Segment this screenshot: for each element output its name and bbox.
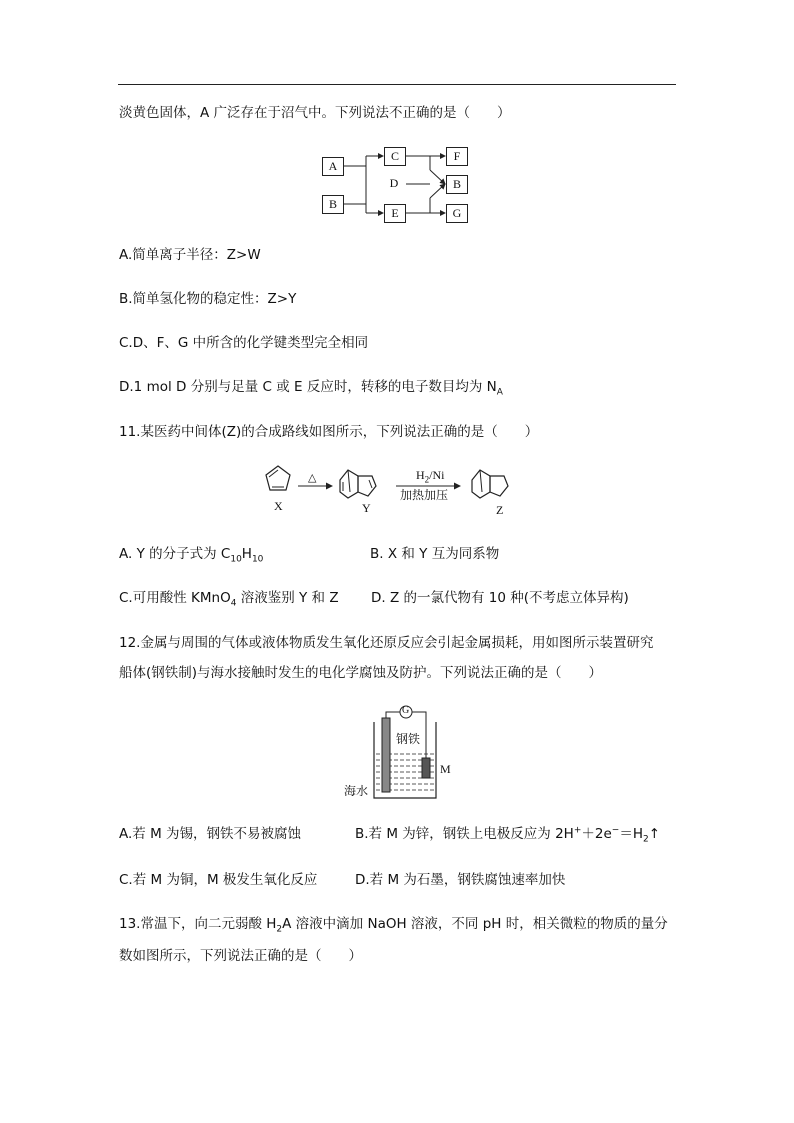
flow-box-b2: B <box>446 175 468 194</box>
q12-stem-line2: 船体(钢铁制)与海水接触时发生的电化学腐蚀及防护。下列说法正确的是（ ） <box>119 665 603 681</box>
q12-option-b: B.若 M 为锌，钢铁上电极反应为 $2H^++2e^-=H_2↑$ <box>355 825 661 845</box>
q11-reaction-scheme <box>258 458 538 518</box>
flow-box-d: D <box>384 175 404 192</box>
label-z: Z <box>496 503 504 517</box>
q10-option-a: A.简单离子半径：Z>W <box>119 247 261 263</box>
q10-flow-diagram <box>318 140 478 230</box>
q11-option-c: C.可用酸性 KMnO$_4$ 溶液鉴别 Y 和 Z <box>119 590 339 609</box>
label-condition: 加热加压 <box>400 488 449 502</box>
label-y: Y <box>362 501 371 515</box>
q12-option-c: C.若 M 为铜，M 极发生氧化反应 <box>119 872 318 888</box>
q13-stem-line2: 数如图所示，下列说法正确的是（ ） <box>119 948 362 964</box>
q10-option-d: D.1 mol D 分别与足量 C 或 E 反应时，转移的电子数目均为 $N_A$ <box>119 379 503 398</box>
flow-box-e: E <box>384 204 406 223</box>
label-seawater: 海水 <box>344 784 369 798</box>
q11-option-b: B. X 和 Y 互为同系物 <box>370 546 500 562</box>
label-heat: △ <box>308 471 317 484</box>
q11-stem: 11.某医药中间体(Z)的合成路线如图所示，下列说法正确的是（ ） <box>119 424 539 440</box>
flow-box-f: F <box>446 147 468 166</box>
q10-option-b: B.简单氢化物的稳定性：Z>Y <box>119 291 297 307</box>
q10-stem: 淡黄色固体，A 广泛存在于沼气中。下列说法不正确的是（ ） <box>119 105 511 121</box>
q12-option-a: A.若 M 为锡，钢铁不易被腐蚀 <box>119 826 302 842</box>
label-x: X <box>274 499 283 513</box>
label-catalyst: $H_2/Ni$ <box>416 468 445 485</box>
q12-stem-line1: 12.金属与周围的气体或液体物质发生氧化还原反应会引起金属损耗，用如图所示装置研究 <box>119 635 654 651</box>
q10-option-c: C.D、F、G 中所含的化学键类型完全相同 <box>119 335 369 351</box>
flow-box-a: A <box>322 157 344 176</box>
flow-box-b: B <box>322 195 344 214</box>
q12-corrosion-apparatus <box>338 700 458 805</box>
q11-option-d: D. Z 的一氯代物有 10 种(不考虑立体异构) <box>371 590 629 606</box>
label-m: M <box>440 762 451 776</box>
flow-box-c: C <box>384 147 406 166</box>
q13-stem-line1: 13.常温下，向二元弱酸 $H_2A$ 溶液中滴加 NaOH 溶液，不同 pH 时，相关微粒的物质的量分 <box>119 916 668 935</box>
flow-box-g: G <box>446 204 468 223</box>
q11-option-a: A. Y 的分子式为 $C_{10}H_{10}$ <box>119 546 264 565</box>
q12-option-d: D.若 M 为石墨，钢铁腐蚀速率加快 <box>355 872 566 888</box>
header-rule <box>118 84 676 85</box>
label-steel: 钢铁 <box>396 732 421 746</box>
label-galvanometer: G <box>402 705 410 716</box>
